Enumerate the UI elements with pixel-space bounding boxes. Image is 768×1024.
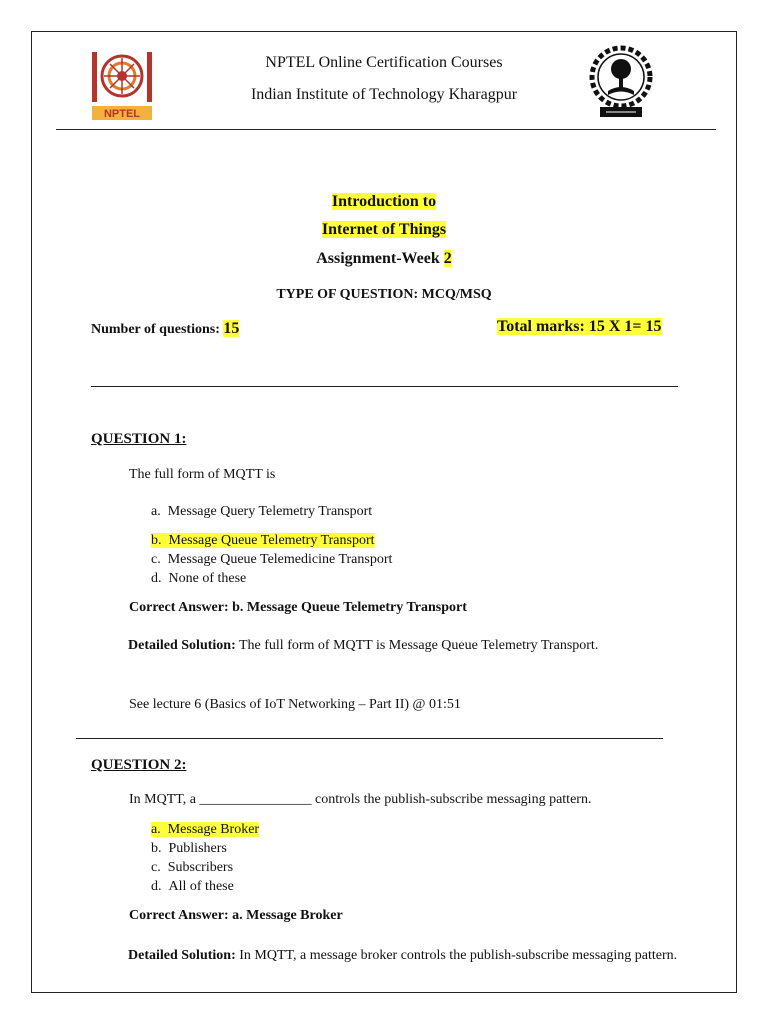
question-2-option-c: c. Subscribers [151,860,234,875]
question-2-heading: QUESTION 2: [91,757,187,773]
question-2-option-a: a. Message Broker [151,822,260,837]
question-1-reference: See lecture 6 (Basics of IoT Networking – Part II) @ 01:51 [129,697,461,712]
question-1-detailed-solution: Detailed Solution: The full form of MQTT is Message Queue Telemetry Transport. [128,638,599,653]
nptel-logo-text: NPTEL [103,108,141,120]
question-divider [76,738,663,739]
question-1-heading: QUESTION 1: [91,431,187,447]
header-line-2: Indian Institute of Technology Kharagpur [250,86,518,103]
title-divider [91,386,678,387]
question-2-detailed-solution: Detailed Solution: In MQTT, a message broker controls the publish-subscribe messaging pattern. [128,948,678,963]
header-divider [56,129,716,130]
question-1-option-a: a. Message Query Telemetry Transport [151,504,373,519]
question-1-option-d: d. None of these [151,571,247,586]
question-1-correct-answer: Correct Answer: b. Message Queue Telemetry Transport [129,600,467,615]
header-line-1: NPTEL Online Certification Courses [265,54,503,71]
total-marks: Total marks: 15 X 1= 15 [497,318,662,335]
question-1-option-b: b. Message Queue Telemetry Transport [151,533,375,548]
question-2-option-b: b. Publishers [151,841,227,856]
page-frame [31,31,737,993]
question-1-option-c: c. Message Queue Telemedicine Transport [151,552,393,567]
question-2-correct-answer: Correct Answer: a. Message Broker [129,908,343,923]
assignment-week: Assignment-Week 2 [316,250,452,267]
course-title-line-2: Internet of Things [321,221,447,238]
course-title-line-1: Introduction to [331,193,437,210]
question-2-option-d: d. All of these [151,879,234,894]
question-type: TYPE OF QUESTION: MCQ/MSQ [276,287,492,302]
question-2-prompt: In MQTT, a ________________ controls the publish-subscribe messaging pattern. [129,792,592,807]
number-of-questions: Number of questions: 15 [91,320,240,337]
question-1-prompt: The full form of MQTT is [129,467,276,482]
